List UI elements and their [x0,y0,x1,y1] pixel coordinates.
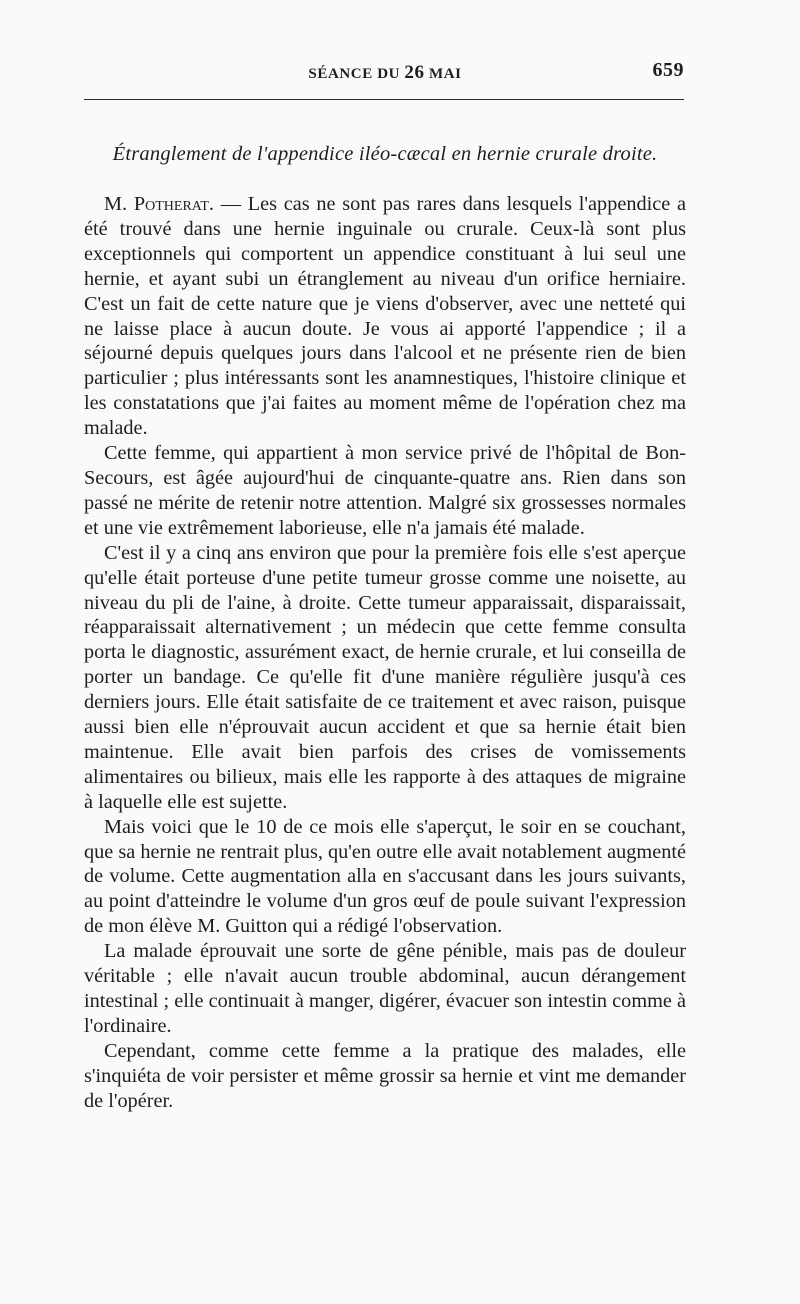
paragraph-1-text: — Les cas ne sont pas rares dans lesquels l'appendice a été trouvé dans une hernie inguinale ou crurale. Ceux-là sont plus exceptionnels qui comportent un appendice constituant à lui seul une hernie, et ayant subi un étranglement au niveau d'un orifice herniaire. C'est un fait de cette nature que je viens d'observer, avec une netteté qui ne laisse place à aucun doute. Je vous ai apporté l'appendice ; il a séjourné depuis quelques jours dans l'alcool et ne présente rien de bien particulier ; plus intéressants sont les anamnestiques, l'histoire clinique et les constatations que j'ai faites au moment même de l'opération chez ma malade. [84,193,686,440]
running-title-day: 26 [404,62,425,83]
paragraph-1 [84,192,686,441]
paragraph-6: Cependant, comme cette femme a la pratique des malades, elle s'inquiéta de voir persister et même grossir sa hernie et vint me demander de l'opérer. [84,1039,686,1112]
paragraph-5: La malade éprouvait une sorte de gêne pénible, mais pas de douleur véritable ; elle n'avait aucun trouble abdominal, aucun dérangement intestinal ; elle continuait à manger, digérer, évacuer son intestin comme à l'ordinaire. [84,940,686,1037]
body-text [84,192,686,1114]
paragraph-3: C'est il y a cinq ans environ que pour la première fois elle s'est aperçue qu'elle était porteuse d'une petite tumeur grosse comme une noisette, au niveau du pli de l'aine, à droite. Cette tumeur apparaissait, disparaissait, réapparaissait alternativement ; un médecin que cette femme consulta porta le diagnostic, assurément exact, de hernie crurale, et lui conseilla de porter un bandage. Ce qu'elle fit d'une manière régulière jusqu'à ces derniers jours. Elle était satisfaite de ce traitement et avec raison, puisque aussi bien elle n'éprouvait aucun accident et que sa hernie était bien maintenue. Elle avait bien parfois des crises de vomissements alimentaires ou bilieux, mais elle les rapporte à des attaques de migraine à laquelle elle est sujette. [84,541,686,813]
running-head [84,59,686,87]
header-rule [84,99,684,100]
running-title-start: SÉANCE DU [308,66,405,82]
speaker-name: M. Potherat. [104,193,214,215]
running-title-end: MAI [424,66,462,82]
running-title [84,62,686,84]
paragraph-2: Cette femme, qui appartient à mon service privé de l'hôpital de Bon-Secours, est âgée aujourd'hui de cinquante-quatre ans. Rien dans son passé ne mérite de retenir notre attention. Malgré six grossesses normales et une vie extrêmement laborieuse, elle n'a jamais été malade. [84,442,686,539]
book-page [84,0,686,1304]
paragraph-4: Mais voici que le 10 de ce mois elle s'aperçut, le soir en se couchant, que sa hernie ne rentrait plus, qu'en outre elle avait notablement augmenté de volume. Cette augmentation alla en s'accusant dans les jours suivants, au point d'atteindre le volume d'un gros œuf de poule suivant l'expression de mon élève M. Guitton qui a rédigé l'observation. [84,815,686,938]
page-number: 659 [652,59,684,81]
section-title: Étranglement de l'appendice iléo-cæcal en hernie crurale droite. [112,143,658,165]
